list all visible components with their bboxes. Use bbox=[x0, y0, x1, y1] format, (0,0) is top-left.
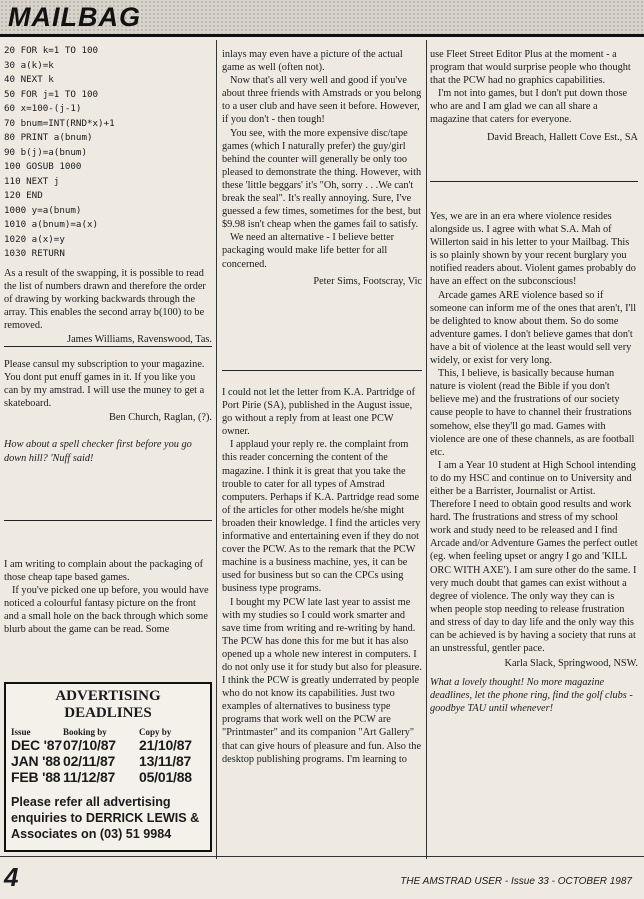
letter-paragraph: Arcade games ARE violence based so if someone can inform me of the ones that aren't, I'll be delighted to know about them. So do some adventure games. I don't believe games that don't have a bit of violence at the least would sell very widely, or exist for very long. bbox=[430, 289, 637, 367]
column-3-lower bbox=[430, 0, 638, 854]
copy-cell: 21/10/87 bbox=[139, 737, 192, 753]
footer-rule bbox=[0, 856, 644, 857]
letter-paragraph: use Fleet Street Editor Plus at the moment - a program that would surprise people who thought that the PCW had no graphics capabilities. bbox=[430, 49, 631, 87]
letter-paragraph: This, I believe, is basically because human nature is violent (read the Bible if you don't believe me) and the frustrations of our society cause people to have to channel their frustrations somehow, else they'll go mad. Games with violence are one of these channels, as are football etc. bbox=[430, 368, 635, 458]
editor-note: How about a spell checker first before you go down hill? 'Nuff said! bbox=[4, 439, 192, 464]
copy-cell: 05/01/88 bbox=[139, 769, 192, 785]
copy-cell: 13/11/87 bbox=[139, 753, 192, 769]
letter-paragraph: Now that's all very well and good if you've about three friends with Amstrads or you belong to a user club and have seen it before. However, if you don't - then tough! bbox=[222, 75, 422, 126]
magazine-footer: THE AMSTRAD USER - Issue 33 - OCTOBER 1987 bbox=[400, 876, 632, 887]
ad-title-line: DEADLINES bbox=[64, 705, 152, 721]
letter-signature: Peter Sims, Footscray, Vic bbox=[313, 275, 422, 287]
letter-signature: Ben Church, Raglan, (?). bbox=[109, 412, 212, 424]
page-number: 4 bbox=[4, 862, 19, 892]
letter-peter-sims-start bbox=[4, 558, 212, 637]
code-line: 50 FOR j=1 TO 100 bbox=[4, 88, 99, 100]
letter-paragraph: I bought my PCW late last year to assist me with my studies so I could work smarter and save time from writing and re-writing by hand. The PCW has done this for me but it has also opened up a whole new interest in computers. I do not only use it for study but also for pleasure. I think the PCW is greatly underrated by people who do not know its capabilities. Just two examples of alternatives to business type programs that work well on the PCW are "Printmaster" and its companion "Art Gallery" that can give hours of pleasure and fun. Also the desktop publishing programs. I'm learning to bbox=[222, 596, 422, 765]
letter-paragraph: I'm not into games, but I don't put down those who are and I am glad we can all share a magazine that caters for everyone. bbox=[430, 88, 628, 126]
code-line: 120 END bbox=[4, 190, 43, 201]
code-line: 80 PRINT a(bnum) bbox=[4, 132, 93, 143]
page-title: MAILBAG bbox=[8, 2, 141, 32]
code-line: 100 GOSUB 1000 bbox=[4, 161, 82, 172]
header-cell: Issue bbox=[11, 727, 31, 737]
letter-paragraph: I am a Year 10 student at High School intending to do my HSC and continue on to University and either be a Barrister, Journalist or Artist. Therefore I need to obtain good results and work hard. The frustrations and stress of my school work and study need to be released and I find Arcade and/or Adventure Games the perfect outlet (eg. when feeling upset or angry I go and 'KILL ORC WITH AXE'). I am sure other do the same. I very much doubt that games can exist without a degree of violence. The only way they can is when people stop needing to release frustration and stress of day to day life and the only way this can be achieved is by having a society that runs at an unstressful, gentler pace. bbox=[430, 459, 638, 655]
ad-title bbox=[6, 688, 210, 722]
letter-paragraph: As a result of the swapping, it is possible to read the list of numbers drawn and therefore the order of drawing by working backwards through the array. This enables the second array b(100) to be removed. bbox=[4, 268, 206, 332]
code-line: 30 a(k)=k bbox=[4, 59, 54, 71]
letter-signature: David Breach, Hallett Cove Est., SA bbox=[487, 131, 638, 143]
editor-note: What a lovely thought! No more magazine deadlines, let the phone ring, find the golf clubs - goodbye TAU until whenever! bbox=[430, 677, 633, 715]
code-line: 1020 a(x)=y bbox=[4, 233, 65, 245]
letter-karla-slack bbox=[430, 210, 638, 716]
letter-paragraph: We need an alternative - I believe better packaging would make life better for all concerned. bbox=[222, 232, 395, 270]
issue-cell: DEC '87 bbox=[11, 737, 62, 753]
issue-cell: JAN '88 bbox=[11, 753, 61, 769]
code-line: 20 FOR k=1 TO 100 bbox=[4, 45, 99, 56]
letter-paragraph: If you've picked one up before, you would have noticed a colourful fantasy picture on the front and a small hole on the back through which some blurb about the game can be read. Some bbox=[4, 585, 209, 636]
code-line: 1010 a(bnum)=a(x) bbox=[4, 219, 99, 230]
code-line: 90 b(j)=a(bnum) bbox=[4, 146, 87, 158]
ad-title-line: ADVERTISING bbox=[55, 688, 161, 704]
letter-paragraph: inlays may even have a picture of the actual game as well (often not). bbox=[222, 49, 403, 74]
ad-contact: Please refer all advertising enquiries to DERRICK LEWIS & Associates on (03) 51 9984 bbox=[11, 795, 200, 841]
code-line: 70 bnum=INT(RND*x)+1 bbox=[4, 117, 115, 129]
booking-cell: 02/11/87 bbox=[63, 753, 116, 769]
letter-paragraph: You see, with the more expensive disc/tape games (which I naturally prefer) the guy/girl behind the counter will generally be only too pleased to demonstrate the thing. However, with these 'little beggars' it's "Oh, sorry . . .We can't break the seal". It's really annoying. Sure, I've guessed a few times, sometimes for the best, but $9.98 isn't cheap when the games fail to satisfy. bbox=[222, 127, 422, 231]
code-line: 110 NEXT j bbox=[4, 175, 60, 187]
letter-david-breach bbox=[222, 386, 422, 766]
table-header bbox=[11, 727, 207, 737]
letter-paragraph: I am writing to complain about the packaging of those cheap tape based games. bbox=[4, 559, 204, 584]
booking-cell: 07/10/87 bbox=[63, 737, 116, 753]
deadline-table bbox=[11, 727, 207, 785]
letter-paragraph: I could not let the letter from K.A. Partridge of Port Pirie (SA), published in the August issue, go without a reply from at least one PCW owner. bbox=[222, 387, 416, 438]
column-2-lower bbox=[222, 0, 422, 854]
header-cell: Booking by bbox=[63, 727, 107, 737]
code-line: 60 x=100-(j-1) bbox=[4, 103, 82, 114]
code-line: 1000 y=a(bnum) bbox=[4, 204, 82, 216]
letter-signature: Karla Slack, Springwood, NSW. bbox=[504, 658, 638, 670]
booking-cell: 11/12/87 bbox=[63, 769, 116, 785]
column-rule-2 bbox=[426, 40, 427, 859]
letter-paragraph: Please cansul my subscription to your magazine. You dont put enuff games in it. If you like you can by my amstrad. I will use the muney to get a skateboard. bbox=[4, 359, 205, 410]
letter-signature: James Williams, Ravenswood, Tas. bbox=[67, 334, 212, 346]
header-cell: Copy by bbox=[139, 727, 172, 737]
letter-paragraph: I applaud your reply re. the complaint from this reader concerning the content of the magazine. I think it is great that you take the trouble to cater for all types of Amstrad computers. Perhaps if K.A. Partridge read some of the articles for other models he/she might broaden their knowledge. I find the articles very informative and entertaining even if they do not cover the PCW. As to the remark that the PCW machine is a business machine, yes, it can be used for business but so can the CPCs using business type programs. bbox=[222, 439, 421, 595]
table-row bbox=[11, 753, 207, 769]
letter-paragraph: Yes, we are in an era where violence resides alongside us. I agree with what S.A. Mah of Willerton said in his letter to your Mailbag. This is so plainly shown by your recent burglary you notified readers about. Violent games probably do have an effect on the subconscious! bbox=[430, 211, 636, 288]
column-rule-1 bbox=[216, 40, 217, 859]
code-line: 1030 RETURN bbox=[4, 248, 65, 259]
table-row bbox=[11, 769, 207, 785]
advertising-deadlines-box bbox=[4, 682, 212, 852]
issue-cell: FEB '88 bbox=[11, 769, 61, 785]
code-line: 40 NEXT k bbox=[4, 74, 54, 85]
table-row bbox=[11, 737, 207, 753]
